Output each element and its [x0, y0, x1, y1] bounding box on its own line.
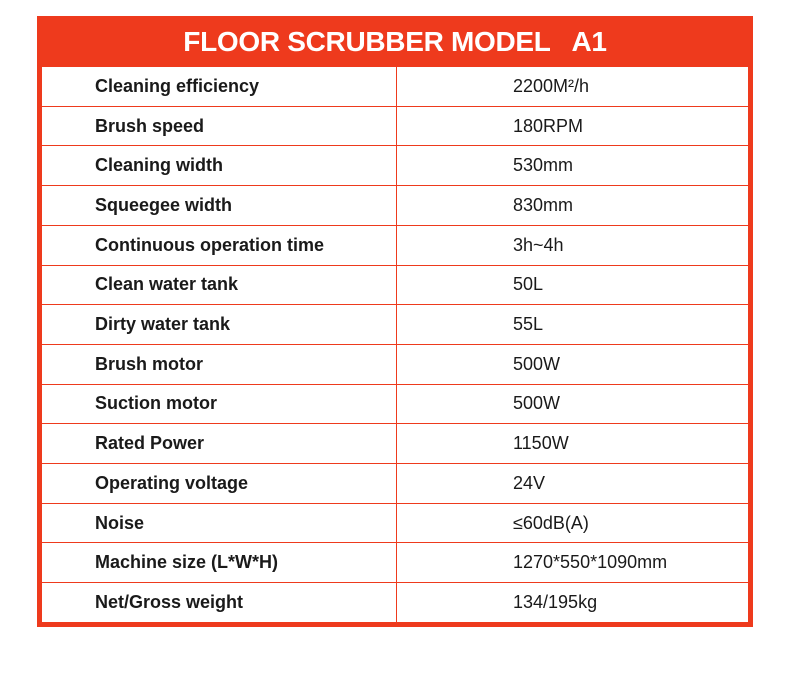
spec-title: FLOOR SCRUBBER MODEL A1	[183, 26, 607, 57]
table-row	[42, 543, 749, 583]
table-row	[42, 186, 749, 226]
spec-value: 1150W	[397, 424, 749, 464]
spec-label: Squeegee width	[42, 186, 397, 226]
table-row	[42, 503, 749, 543]
spec-label: Noise	[42, 503, 397, 543]
spec-label: Machine size (L*W*H)	[42, 543, 397, 583]
table-row	[42, 265, 749, 305]
table-row	[42, 305, 749, 345]
spec-value: 2200M²/h	[397, 67, 749, 107]
spec-label: Brush motor	[42, 344, 397, 384]
spec-value: 1270*550*1090mm	[397, 543, 749, 583]
spec-label: Suction motor	[42, 384, 397, 424]
spec-value: 180RPM	[397, 106, 749, 146]
table-row	[42, 106, 749, 146]
spec-label: Net/Gross weight	[42, 583, 397, 623]
spec-value: 530mm	[397, 146, 749, 186]
spec-value: 50L	[397, 265, 749, 305]
table-row	[42, 384, 749, 424]
spec-label: Operating voltage	[42, 464, 397, 504]
spec-label: Continuous operation time	[42, 225, 397, 265]
spec-value: 3h~4h	[397, 225, 749, 265]
spec-value: 500W	[397, 384, 749, 424]
spec-table	[41, 66, 749, 623]
spec-card	[37, 16, 753, 627]
spec-value: 830mm	[397, 186, 749, 226]
spec-label: Cleaning width	[42, 146, 397, 186]
table-row	[42, 344, 749, 384]
spec-label: Clean water tank	[42, 265, 397, 305]
spec-value: 24V	[397, 464, 749, 504]
spec-value: 500W	[397, 344, 749, 384]
spec-value: ≤60dB(A)	[397, 503, 749, 543]
spec-label: Cleaning efficiency	[42, 67, 397, 107]
spec-label: Dirty water tank	[42, 305, 397, 345]
table-row	[42, 67, 749, 107]
spec-value: 134/195kg	[397, 583, 749, 623]
table-row	[42, 464, 749, 504]
spec-value: 55L	[397, 305, 749, 345]
spec-label: Rated Power	[42, 424, 397, 464]
table-row	[42, 583, 749, 623]
table-row	[42, 424, 749, 464]
table-row	[42, 225, 749, 265]
spec-label: Brush speed	[42, 106, 397, 146]
table-row	[42, 146, 749, 186]
